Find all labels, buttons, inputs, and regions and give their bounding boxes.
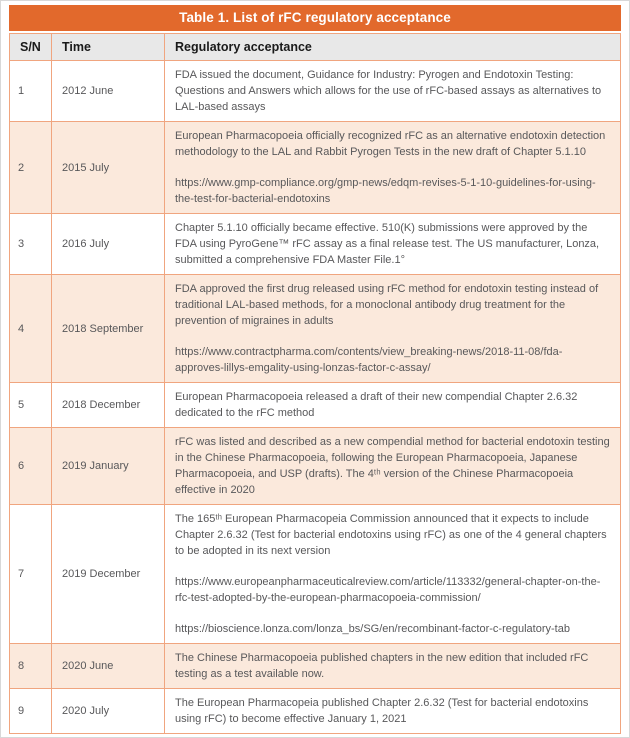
acceptance-paragraph: rFC was listed and described as a new compendial method for bacterial endotoxin testing in the Chinese Pharmacopoeia, following the European Pharmacopoeia, Japanese Pharmacopoeia, and USP (drafts). The 4ᵗʰ version of the Chinese Pharmacopoeia effective in 2020 xyxy=(175,436,610,496)
header-row xyxy=(10,34,621,61)
sn-cell: 8 xyxy=(10,644,52,689)
table-row xyxy=(10,689,621,734)
acceptance-paragraph: The 165ᵗʰ European Pharmacopeia Commission announced that it expects to include Chapter 2.6.32 (Test for bacterial endotoxins using rFC) as one of the 4 general chapters to be adopted in its next version xyxy=(175,513,607,557)
time-cell: 2020 July xyxy=(52,689,165,734)
table-title: Table 1. List of rFC regulatory acceptance xyxy=(9,5,621,31)
time-cell: 2015 July xyxy=(52,122,165,214)
column-header-sn: S/N xyxy=(10,34,52,61)
sn-cell: 4 xyxy=(10,275,52,383)
acceptance-paragraph: European Pharmacopoeia released a draft of their new compendial Chapter 2.6.32 dedicated to the rFC method xyxy=(175,391,578,419)
time-cell: 2020 June xyxy=(52,644,165,689)
acceptance-paragraph: European Pharmacopoeia officially recognized rFC as an alternative endotoxin detection methodology to the LAL and Rabbit Pyrogen Tests in the new draft of Chapter 5.1.10 xyxy=(175,130,606,158)
column-header-time: Time xyxy=(52,34,165,61)
sn-cell: 7 xyxy=(10,505,52,644)
time-cell: 2016 July xyxy=(52,214,165,275)
table-row xyxy=(10,275,621,383)
time-cell: 2018 December xyxy=(52,383,165,428)
time-cell: 2012 June xyxy=(52,61,165,122)
sn-cell: 2 xyxy=(10,122,52,214)
acceptance-paragraph: The Chinese Pharmacopoeia published chapters in the new edition that included rFC testing as a test available now. xyxy=(175,652,589,680)
time-cell: 2019 January xyxy=(52,428,165,505)
acceptance-cell xyxy=(165,383,621,428)
time-cell: 2018 September xyxy=(52,275,165,383)
table-row xyxy=(10,644,621,689)
acceptance-cell xyxy=(165,689,621,734)
sn-cell: 3 xyxy=(10,214,52,275)
table-row xyxy=(10,61,621,122)
acceptance-cell xyxy=(165,214,621,275)
sn-cell: 5 xyxy=(10,383,52,428)
sn-cell: 9 xyxy=(10,689,52,734)
acceptance-cell xyxy=(165,122,621,214)
reference-url: https://www.contractpharma.com/contents/view_breaking-news/2018-11-08/fda-approves-lillys-emgality-using-lonzas-factor-c-assay/ xyxy=(175,346,563,374)
rfc-regulatory-table xyxy=(9,33,621,734)
acceptance-paragraph: The European Pharmacopeia published Chapter 2.6.32 (Test for bacterial endotoxins using rFC) to become effective January 1, 2021 xyxy=(175,697,589,725)
table-row xyxy=(10,122,621,214)
reference-url: https://www.europeanpharmaceuticalreview.com/article/113332/general-chapter-on-the-rfc-test-adopted-by-the-european-pharmacopoeia-commission/ xyxy=(175,576,601,604)
reference-url: https://bioscience.lonza.com/lonza_bs/SG/en/recombinant-factor-c-regulatory-tab xyxy=(175,623,570,635)
table-row xyxy=(10,505,621,644)
acceptance-cell xyxy=(165,428,621,505)
acceptance-cell xyxy=(165,61,621,122)
acceptance-paragraph: FDA issued the document, Guidance for Industry: Pyrogen and Endotoxin Testing: Questions and Answers which allows for the use of rFC-based assays as alternatives to LAL-based assays xyxy=(175,69,602,113)
reference-url: https://www.gmp-compliance.org/gmp-news/edqm-revises-5-1-10-guidelines-for-using-the-test-for-bacterial-endotoxins xyxy=(175,177,596,205)
acceptance-cell xyxy=(165,644,621,689)
acceptance-paragraph: Chapter 5.1.10 officially became effective. 510(K) submissions were approved by the FDA using PyroGene™ rFC assay as a final release test. The US manufacturer, Lonza, submitted a comprehensive FDA Master File.1° xyxy=(175,222,600,266)
sn-cell: 1 xyxy=(10,61,52,122)
table-row xyxy=(10,428,621,505)
time-cell: 2019 December xyxy=(52,505,165,644)
acceptance-cell xyxy=(165,505,621,644)
acceptance-cell xyxy=(165,275,621,383)
sn-cell: 6 xyxy=(10,428,52,505)
table-row xyxy=(10,383,621,428)
column-header-acceptance: Regulatory acceptance xyxy=(165,34,621,61)
table-row xyxy=(10,214,621,275)
acceptance-paragraph: FDA approved the first drug released using rFC method for endotoxin testing instead of traditional LAL-based methods, for a monoclonal antibody drug treatment for the prevention of migraines in adults xyxy=(175,283,599,327)
